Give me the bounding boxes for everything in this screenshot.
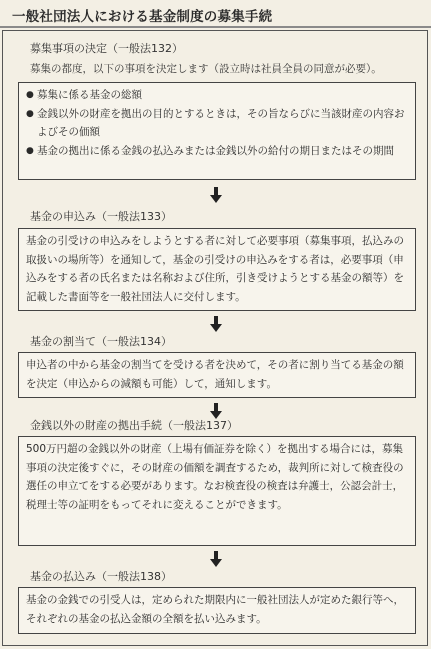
step-box-payment — [18, 587, 416, 634]
page-title: 一般社団法人における基金制度の募集手続 — [12, 9, 273, 25]
section-heading-application: 基金の申込み（一般法133） — [30, 210, 172, 223]
bullet-icon: ● — [26, 108, 34, 119]
section-body-application: 基金の引受けの申込みをしようとする者に対して必要事項（募集事項，払込みの取扱いの場所等）を通知して，基金の引受けの申込みをする者は，必要事項（申込みをする者の氏名または名称および住所，引き受けようとする基金の額等）を記載した書面等を一般社団法人に交付します。 — [26, 235, 404, 303]
decision-item: ● 基金の拠出に係る金銭の払込みまたは金銭以外の給付の期日またはその期間 — [26, 142, 410, 161]
bullet-icon: ● — [26, 90, 34, 100]
arrow-down-icon — [210, 551, 222, 567]
step-box-allotment — [18, 352, 416, 398]
arrow-down-icon — [210, 187, 222, 203]
step-box-non-cash — [18, 436, 416, 546]
decision-item: ● 金銭以外の財産を拠出の目的とするときは，その旨ならびに当該財産の内容およびその価額 — [26, 105, 410, 142]
section-heading-allotment: 基金の割当て（一般法134） — [30, 335, 172, 348]
arrow-down-icon — [210, 316, 222, 332]
step-box-decision — [18, 82, 416, 180]
section-body-allotment: 申込者の中から基金の割当てを受ける者を決めて，その者に割り当てる基金の額を決定（申込からの減額も可能）して，通知します。 — [26, 359, 404, 390]
section-heading-decision: 募集事項の決定（一般法132） — [30, 42, 183, 55]
section-intro-decision: 募集の都度，以下の事項を決定します（設立時は社員全員の同意が必要）。 — [30, 63, 382, 75]
title-rule — [0, 26, 431, 28]
section-heading-payment: 基金の払込み（一般法138） — [30, 570, 172, 583]
section-body-non-cash: 500万円超の金銭以外の財産（上場有価証券を除く）を拠出する場合には，募集事項の決定後すぐに，その財産の価額を調査するため，裁判所に対して検査役の選任の申立てをする必要があります。なお検査役の検査は弁護士，公認会計士，税理士等の証明をもってそれに変えることができます。 — [26, 443, 404, 511]
section-body-payment: 基金の金銭での引受人は，定められた期限内に一般社団法人が定めた銀行等へ，それぞれの基金の払込金額の全額を払い込みます。 — [26, 594, 404, 625]
step-box-application — [18, 228, 416, 311]
section-heading-non-cash: 金銭以外の財産の拠出手続（一般法137） — [30, 419, 238, 432]
decision-item: ● 募集に係る基金の総額 — [26, 86, 410, 105]
decision-item-list — [26, 86, 410, 160]
bullet-icon: ● — [26, 145, 34, 156]
